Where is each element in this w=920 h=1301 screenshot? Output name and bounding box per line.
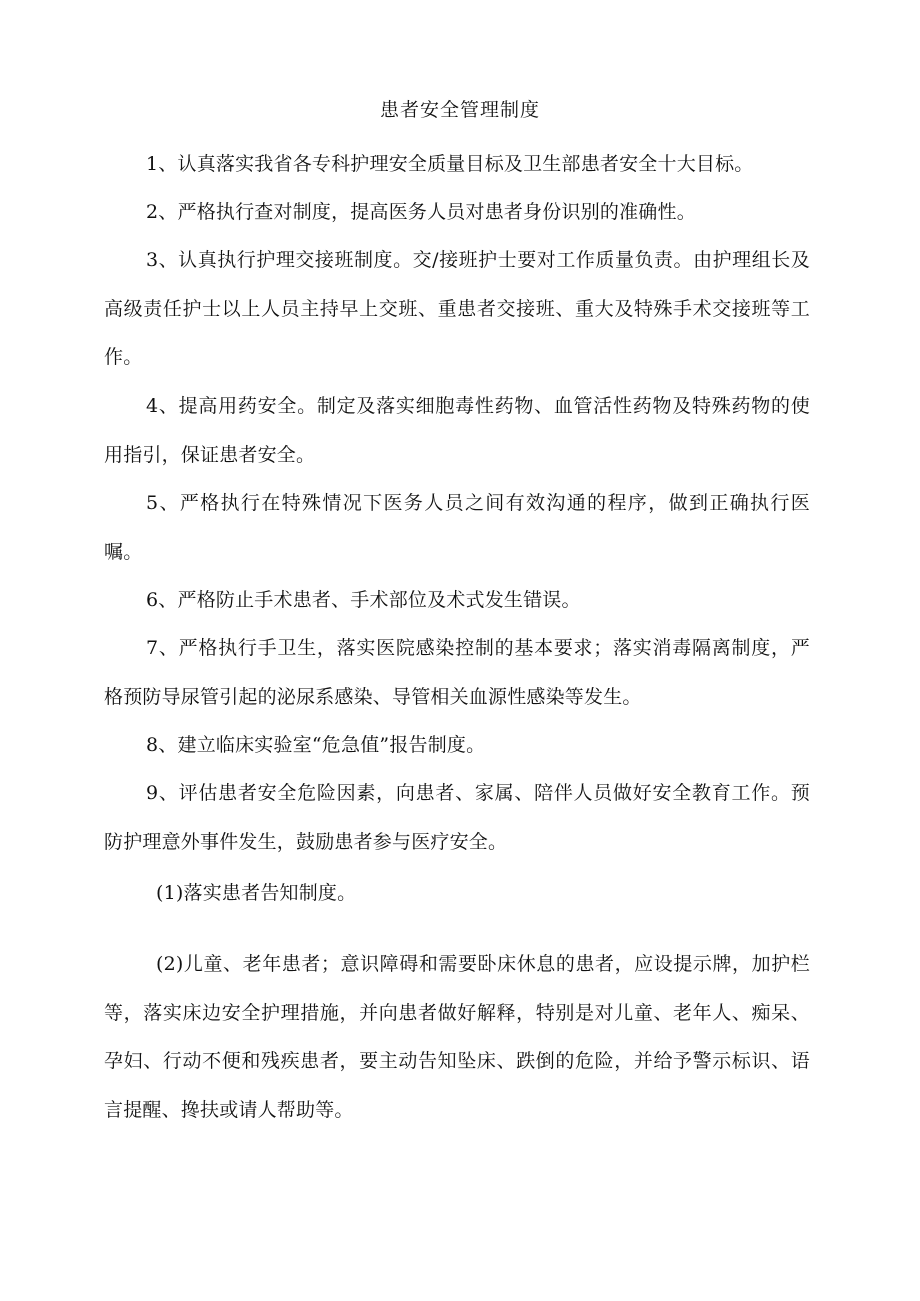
paragraph-8: 8、建立临床实验室“危急值”报告制度。	[146, 734, 486, 756]
page-title: 患者安全管理制度	[379, 99, 540, 121]
paragraph-3: 3、认真执行护理交接班制度。交/接班护士要对工作质量负责。由护理组长及高级责任护士以上人员主持早上交班、重患者交接班、重大及特殊手术交接班等工作。	[104, 249, 810, 368]
sub-item-1: (1)落实患者告知制度。	[156, 882, 357, 904]
paragraph-5: 5、严格执行在特殊情况下医务人员之间有效沟通的程序，做到正确执行医嘱。	[104, 492, 810, 563]
sub-item-2: (2)儿童、老年患者；意识障碍和需要卧床休息的患者，应设提示牌，加护栏等，落实床边安全护理措施，并向患者做好解释，特别是对儿童、老年人、痴呆、孕妇、行动不便和残疾患者，要主动告知坠床、跌倒的危险，并给予警示标识、语言提醒、搀扶或请人帮助等。	[104, 953, 810, 1121]
paragraph-4: 4、提高用药安全。制定及落实细胞毒性药物、血管活性药物及特殊药物的使用指引，保证患者安全。	[104, 395, 810, 466]
paragraph-6: 6、严格防止手术患者、手术部位及术式发生错误。	[146, 589, 581, 611]
paragraph-1: 1、认真落实我省各专科护理安全质量目标及卫生部患者安全十大目标。	[146, 153, 754, 175]
paragraph-7: 7、严格执行手卫生，落实医院感染控制的基本要求；落实消毒隔离制度，严格预防导尿管引起的泌尿系感染、导管相关血源性感染等发生。	[104, 637, 810, 708]
paragraph-9: 9、评估患者安全危险因素，向患者、家属、陪伴人员做好安全教育工作。预防护理意外事件发生，鼓励患者参与医疗安全。	[104, 782, 810, 853]
paragraph-2: 2、严格执行查对制度，提高医务人员对患者身份识别的准确性。	[146, 201, 696, 223]
